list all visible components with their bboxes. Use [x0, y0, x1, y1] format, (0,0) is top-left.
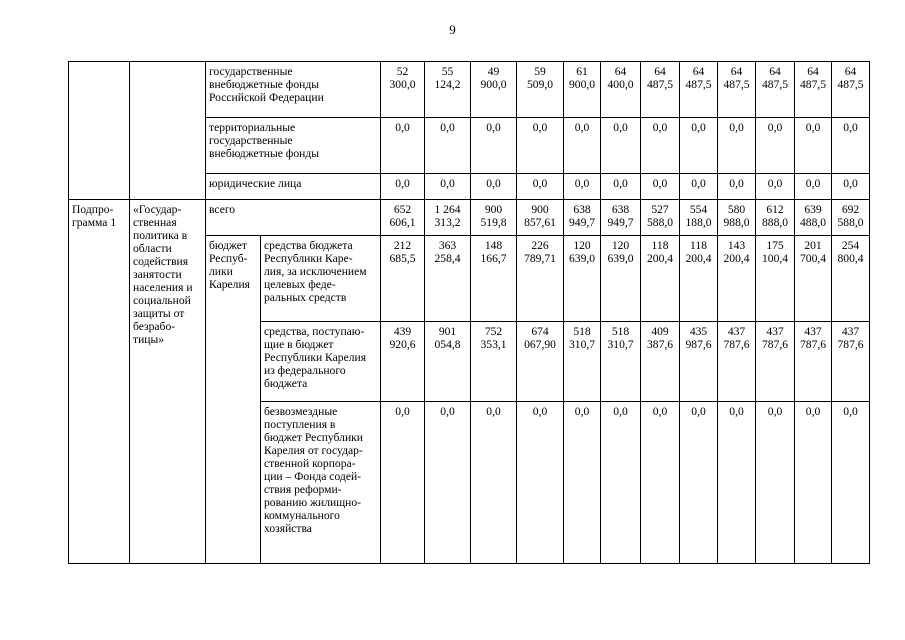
value-cell: [718, 118, 756, 174]
cell-line: 0,0: [729, 405, 744, 418]
value-cell: [601, 402, 641, 564]
cell-line: 0,0: [486, 177, 501, 190]
value-cell: [601, 236, 641, 322]
cell-line: 120: [611, 239, 630, 252]
cell-line: 437: [841, 325, 860, 338]
cell-line: области: [133, 242, 172, 255]
cell-line: 100,4: [761, 252, 789, 265]
cell-line: 52: [396, 65, 409, 78]
cell-line: ствия реформи-: [264, 483, 342, 496]
value-cell: [795, 174, 832, 200]
cell-line: содействия: [133, 255, 189, 268]
value-cell: [425, 236, 471, 322]
cell-line: 124,2: [434, 78, 461, 91]
cell-line: 439: [393, 325, 412, 338]
cell-line: 527: [651, 203, 669, 216]
funding-source-cell: [206, 200, 381, 236]
cell-line: 487,5: [646, 78, 674, 91]
cell-line: 789,71: [524, 252, 556, 265]
cell-line: 437: [727, 325, 746, 338]
cell-line: 0,0: [395, 177, 410, 190]
cell-line: лики: [209, 265, 233, 278]
cell-line: ции – Фонда содей-: [264, 470, 362, 483]
value-cell: [564, 322, 601, 402]
cell-line: 888,0: [761, 216, 789, 229]
value-cell: [564, 200, 601, 236]
cell-line: ственная: [133, 216, 177, 229]
cell-line: 0,0: [691, 405, 706, 418]
budget-group-cell: [206, 236, 261, 564]
value-cell: [756, 174, 795, 200]
cell-line: 435: [689, 325, 708, 338]
value-cell: [425, 200, 471, 236]
cell-line: политика в: [133, 229, 188, 242]
cell-line: средства, поступаю-: [264, 325, 365, 338]
cell-line: 0,0: [843, 121, 858, 134]
cell-line: 652: [393, 203, 412, 216]
cell-line: 900: [531, 203, 549, 216]
cell-line: 0,0: [395, 405, 410, 418]
cell-line: 638: [611, 203, 630, 216]
cell-line: 0,0: [613, 177, 628, 190]
cell-line: 987,6: [685, 338, 712, 351]
value-cell: [381, 62, 425, 118]
cell-line: государственные: [209, 65, 293, 78]
value-cell: [601, 322, 641, 402]
cell-line: 0,0: [486, 121, 501, 134]
cell-line: 518: [611, 325, 630, 338]
cell-line: бюджет Республики: [264, 431, 363, 444]
value-cell: [832, 62, 870, 118]
value-cell: [795, 62, 832, 118]
funding-source-cell: [206, 174, 381, 200]
cell-line: 685,5: [389, 252, 416, 265]
value-cell: [601, 118, 641, 174]
cell-line: 59: [534, 65, 546, 78]
cell-line: 0,0: [486, 405, 501, 418]
cell-line: социальной: [133, 294, 191, 307]
cell-line: поступления в: [264, 418, 336, 431]
value-cell: [832, 402, 870, 564]
cell-line: 054,8: [434, 338, 461, 351]
page-number: 9: [449, 22, 456, 37]
cell-line: 0,0: [767, 405, 783, 418]
cell-line: 0,0: [532, 121, 548, 134]
cell-line: 0,0: [805, 405, 821, 418]
subprogram-name-cell: [130, 200, 206, 564]
value-cell: [756, 236, 795, 322]
cell-line: 639,0: [607, 252, 634, 265]
cell-line: защиты от: [133, 307, 185, 320]
value-cell: [381, 322, 425, 402]
cell-line: 0,0: [843, 405, 858, 418]
cell-line: 487,5: [685, 78, 712, 91]
value-cell: [680, 322, 718, 402]
cell-line: 55: [441, 65, 454, 78]
cell-line: 638: [573, 203, 591, 216]
cell-line: бюджет: [209, 239, 247, 252]
cell-line: Республики Карелия: [264, 351, 367, 364]
cell-line: 64: [654, 65, 666, 78]
value-cell: [564, 174, 601, 200]
cell-line: 212: [393, 239, 412, 252]
cell-line: 226: [531, 239, 549, 252]
cell-line: 787,6: [723, 338, 750, 351]
cell-line: 509,0: [526, 78, 554, 91]
value-cell: [564, 62, 601, 118]
cell-line: 148: [484, 239, 503, 252]
cell-line: 310,7: [568, 338, 596, 351]
cell-line: 313,2: [434, 216, 461, 229]
table-row: [69, 200, 870, 236]
cell-line: «Государ-: [133, 203, 182, 216]
value-cell: [517, 62, 564, 118]
cell-line: 692: [841, 203, 860, 216]
cell-line: 353,1: [480, 338, 507, 351]
cell-line: 612: [766, 203, 784, 216]
cell-line: безвозмездные: [264, 405, 338, 418]
cell-line: хозяйства: [264, 522, 312, 535]
value-cell: [680, 200, 718, 236]
cell-line: 752: [484, 325, 503, 338]
cell-line: 254: [841, 239, 860, 252]
cell-line: 200,4: [723, 252, 750, 265]
value-cell: [680, 62, 718, 118]
cell-line: безрабо-: [133, 320, 176, 333]
cell-line: Подпро-: [72, 203, 114, 216]
cell-line: 787,6: [761, 338, 789, 351]
value-cell: [517, 322, 564, 402]
cell-line: 64: [769, 65, 781, 78]
value-cell: [641, 118, 680, 174]
cell-line: 920,6: [389, 338, 416, 351]
value-cell: [680, 118, 718, 174]
cell-line: 0,0: [729, 121, 744, 134]
cell-line: 674: [531, 325, 549, 338]
cell-line: щие в бюджет: [264, 338, 334, 351]
cell-line: 787,6: [799, 338, 827, 351]
value-cell: [517, 118, 564, 174]
cell-line: 0,0: [652, 121, 668, 134]
cell-line: 0,0: [843, 177, 858, 190]
value-cell: [564, 118, 601, 174]
cell-line: 0,0: [805, 177, 821, 190]
cell-line: 0,0: [805, 121, 821, 134]
cell-line: 588,0: [837, 216, 864, 229]
value-cell: [517, 174, 564, 200]
funding-table: [68, 61, 870, 564]
cell-line: 487,5: [837, 78, 864, 91]
value-cell: [641, 402, 680, 564]
cell-line: занятости: [133, 268, 182, 281]
cell-line: 49: [487, 65, 500, 78]
cell-line: 188,0: [685, 216, 712, 229]
value-cell: [425, 118, 471, 174]
cell-line: 0,0: [532, 177, 548, 190]
cell-line: из федерального: [264, 364, 346, 377]
cell-line: 700,4: [799, 252, 827, 265]
value-cell: [471, 62, 517, 118]
value-cell: [680, 174, 718, 200]
value-cell: [832, 236, 870, 322]
value-cell: [425, 62, 471, 118]
value-cell: [795, 118, 832, 174]
cell-line: 118: [690, 239, 707, 252]
cell-line: рованию жилищно-: [264, 496, 362, 509]
cell-line: 310,7: [607, 338, 634, 351]
cell-line: 0,0: [574, 177, 590, 190]
cell-line: 0,0: [729, 177, 744, 190]
value-cell: [680, 236, 718, 322]
funding-source-cell: [261, 236, 381, 322]
cell-line: 900,0: [568, 78, 596, 91]
cell-line: внебюджетные фонды: [209, 147, 320, 160]
cell-line: 949,7: [607, 216, 634, 229]
value-cell: [517, 402, 564, 564]
value-cell: [718, 322, 756, 402]
cell-line: 118: [651, 239, 669, 252]
cell-line: коммунального: [264, 509, 340, 522]
cell-line: 588,0: [646, 216, 674, 229]
cell-line: Карелия от государ-: [264, 444, 363, 457]
cell-line: Российской Федерации: [209, 91, 324, 104]
value-cell: [425, 402, 471, 564]
cell-line: 554: [689, 203, 708, 216]
cell-line: 900: [484, 203, 503, 216]
cell-line: 901: [438, 325, 457, 338]
cell-line: 487,5: [799, 78, 827, 91]
cell-line: 0,0: [767, 121, 783, 134]
value-cell: [381, 200, 425, 236]
empty-name-cell: [130, 62, 206, 200]
value-cell: [832, 322, 870, 402]
cell-line: 606,1: [389, 216, 416, 229]
value-cell: [471, 322, 517, 402]
cell-line: лия, за исключением: [264, 265, 367, 278]
cell-line: 64: [844, 65, 857, 78]
value-cell: [601, 200, 641, 236]
value-cell: [381, 118, 425, 174]
cell-line: 200,4: [685, 252, 712, 265]
value-cell: [756, 402, 795, 564]
cell-line: 0,0: [652, 177, 668, 190]
value-cell: [641, 200, 680, 236]
cell-line: 64: [692, 65, 705, 78]
value-cell: [832, 118, 870, 174]
cell-line: 363: [438, 239, 457, 252]
cell-line: населения и: [133, 281, 193, 294]
cell-line: 900,0: [480, 78, 507, 91]
cell-line: бюджета: [264, 377, 308, 390]
empty-status-cell: [69, 62, 130, 200]
cell-line: всего: [209, 203, 236, 216]
cell-line: 857,61: [524, 216, 556, 229]
cell-line: 64: [730, 65, 743, 78]
cell-line: 0,0: [440, 405, 455, 418]
cell-line: 200,4: [646, 252, 674, 265]
cell-line: 487,5: [723, 78, 750, 91]
cell-line: 488,0: [799, 216, 827, 229]
value-cell: [517, 200, 564, 236]
value-cell: [756, 200, 795, 236]
cell-line: 0,0: [395, 121, 410, 134]
value-cell: [471, 200, 517, 236]
cell-line: целевых феде-: [264, 278, 336, 291]
cell-line: 61: [576, 65, 588, 78]
cell-line: 1 264: [434, 203, 461, 216]
cell-line: тицы»: [133, 333, 165, 346]
value-cell: [517, 236, 564, 322]
cell-line: 258,4: [434, 252, 461, 265]
cell-line: 0,0: [613, 121, 628, 134]
value-cell: [641, 236, 680, 322]
cell-line: 0,0: [691, 177, 706, 190]
cell-line: 580: [727, 203, 746, 216]
cell-line: 0,0: [767, 177, 783, 190]
value-cell: [381, 236, 425, 322]
value-cell: [718, 62, 756, 118]
value-cell: [564, 236, 601, 322]
cell-line: территориальные: [209, 121, 296, 134]
value-cell: [756, 322, 795, 402]
cell-line: 639: [804, 203, 822, 216]
cell-line: 0,0: [652, 405, 668, 418]
value-cell: [471, 236, 517, 322]
value-cell: [641, 62, 680, 118]
cell-line: 0,0: [532, 405, 548, 418]
cell-line: 0,0: [691, 121, 706, 134]
funding-source-cell: [261, 322, 381, 402]
cell-line: 400,0: [607, 78, 634, 91]
value-cell: [425, 322, 471, 402]
value-cell: [718, 236, 756, 322]
value-cell: [381, 402, 425, 564]
cell-line: Республики Каре-: [264, 252, 353, 265]
value-cell: [564, 402, 601, 564]
cell-line: 487,5: [761, 78, 789, 91]
value-cell: [756, 62, 795, 118]
value-cell: [601, 174, 641, 200]
value-cell: [756, 118, 795, 174]
value-cell: [601, 62, 641, 118]
value-cell: [795, 402, 832, 564]
cell-line: 166,7: [480, 252, 507, 265]
cell-line: 0,0: [574, 121, 590, 134]
cell-line: внебюджетные фонды: [209, 78, 320, 91]
funding-source-cell: [206, 118, 381, 174]
cell-line: 387,6: [646, 338, 674, 351]
cell-line: государственные: [209, 134, 293, 147]
cell-line: 143: [727, 239, 746, 252]
cell-line: Респуб-: [209, 252, 248, 265]
value-cell: [381, 174, 425, 200]
value-cell: [795, 322, 832, 402]
subprogram-status-cell: [69, 200, 130, 564]
cell-line: 175: [766, 239, 784, 252]
cell-line: 800,4: [837, 252, 864, 265]
cell-line: 518: [573, 325, 591, 338]
cell-line: 64: [807, 65, 819, 78]
cell-line: 787,6: [837, 338, 864, 351]
value-cell: [680, 402, 718, 564]
cell-line: 988,0: [723, 216, 750, 229]
funding-source-cell: [261, 402, 381, 564]
value-cell: [832, 174, 870, 200]
value-cell: [718, 200, 756, 236]
value-cell: [718, 402, 756, 564]
value-cell: [641, 322, 680, 402]
value-cell: [641, 174, 680, 200]
cell-line: 0,0: [440, 177, 455, 190]
value-cell: [718, 174, 756, 200]
cell-line: средства бюджета: [264, 239, 353, 252]
cell-line: 519,8: [480, 216, 507, 229]
value-cell: [832, 200, 870, 236]
funding-source-cell: [206, 62, 381, 118]
value-cell: [795, 236, 832, 322]
cell-line: Карелия: [209, 278, 250, 291]
cell-line: 409: [651, 325, 669, 338]
cell-line: ственной корпора-: [264, 457, 356, 470]
cell-line: 437: [766, 325, 784, 338]
cell-line: 201: [804, 239, 822, 252]
cell-line: 120: [573, 239, 591, 252]
cell-line: 0,0: [574, 405, 590, 418]
value-cell: [471, 174, 517, 200]
table-row: [69, 62, 870, 118]
cell-line: 437: [804, 325, 822, 338]
value-cell: [471, 118, 517, 174]
cell-line: 300,0: [389, 78, 416, 91]
value-cell: [471, 402, 517, 564]
value-cell: [795, 200, 832, 236]
cell-line: юридические лица: [209, 177, 302, 190]
cell-line: грамма 1: [72, 216, 117, 229]
value-cell: [425, 174, 471, 200]
cell-line: 64: [614, 65, 627, 78]
cell-line: ральных средств: [264, 291, 347, 304]
cell-line: 639,0: [568, 252, 596, 265]
cell-line: 0,0: [440, 121, 455, 134]
cell-line: 067,90: [524, 338, 556, 351]
cell-line: 0,0: [613, 405, 628, 418]
cell-line: 949,7: [568, 216, 596, 229]
